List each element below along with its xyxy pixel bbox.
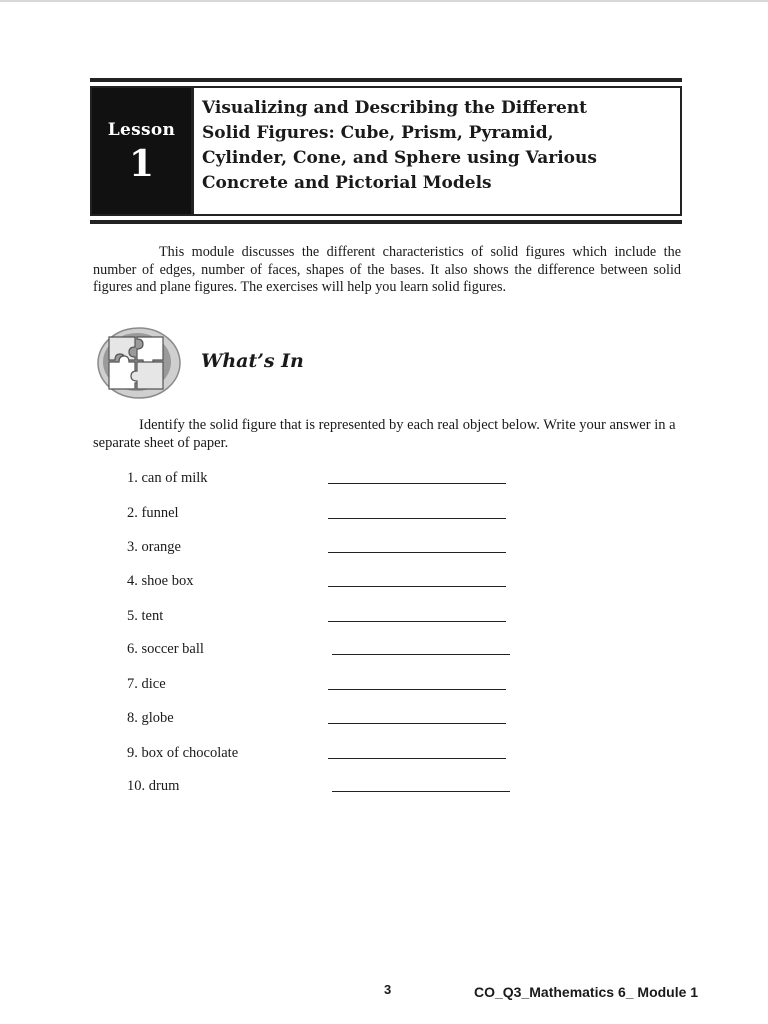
item-label: 9. box of chocolate: [127, 745, 239, 761]
answer-blank: [328, 518, 506, 519]
item-label: 5. tent: [127, 608, 164, 624]
item-label: 2. funnel: [127, 505, 179, 521]
lesson-title-line: Cylinder, Cone, and Sphere using Various: [202, 148, 597, 168]
instructions: Identify the solid figure that is represented by each real object below. Write your answer in a separate sheet of paper.: [93, 417, 676, 451]
puzzle-icon: [97, 327, 181, 399]
list-item: [127, 710, 527, 730]
item-label: 7. dice: [127, 676, 166, 692]
answer-blank: [328, 758, 506, 759]
answer-blank: [332, 654, 510, 655]
list-item: [127, 505, 527, 525]
answer-blank: [328, 621, 506, 622]
module-code: CO_Q3_Mathematics 6_ Module 1: [474, 984, 699, 1000]
list-item: [127, 470, 527, 490]
item-label: 6. soccer ball: [127, 641, 204, 657]
answer-blank: [328, 586, 506, 587]
item-label: 8. globe: [127, 710, 174, 726]
item-label: 10. drum: [127, 778, 180, 794]
page-number: 3: [384, 982, 392, 997]
answer-blank: [328, 689, 506, 690]
list-item: [127, 608, 527, 628]
answer-blank: [328, 552, 506, 553]
item-label: 1. can of milk: [127, 470, 208, 486]
section-title: What’s In: [201, 350, 304, 372]
lesson-title-line: Solid Figures: Cube, Prism, Pyramid,: [202, 123, 554, 143]
answer-blank: [328, 483, 506, 484]
intro-paragraph: This module discusses the different characteristics of solid figures which include the number of edges, number of faces, shapes of the bases. It also shows the difference between solid figures and plane figures. The exercises will help you learn solid figures.: [93, 244, 681, 295]
list-item: [127, 641, 527, 661]
lesson-tag: [92, 88, 194, 214]
lesson-title-line: Concrete and Pictorial Models: [202, 173, 492, 193]
lesson-header: [90, 78, 682, 224]
list-item: [127, 676, 527, 696]
top-border: [0, 0, 768, 2]
answer-blank: [328, 723, 506, 724]
lesson-title: [194, 88, 680, 214]
item-label: 3. orange: [127, 539, 181, 555]
answer-blank: [332, 791, 510, 792]
list-item: [127, 539, 527, 559]
list-item: [127, 745, 527, 765]
list-item: [127, 778, 527, 798]
lesson-header-frame: [90, 86, 682, 216]
lesson-title-line: Visualizing and Describing the Different: [202, 98, 587, 118]
lesson-number: 1: [128, 143, 155, 185]
lesson-label: Lesson: [107, 120, 176, 140]
list-item: [127, 573, 527, 593]
item-label: 4. shoe box: [127, 573, 194, 589]
